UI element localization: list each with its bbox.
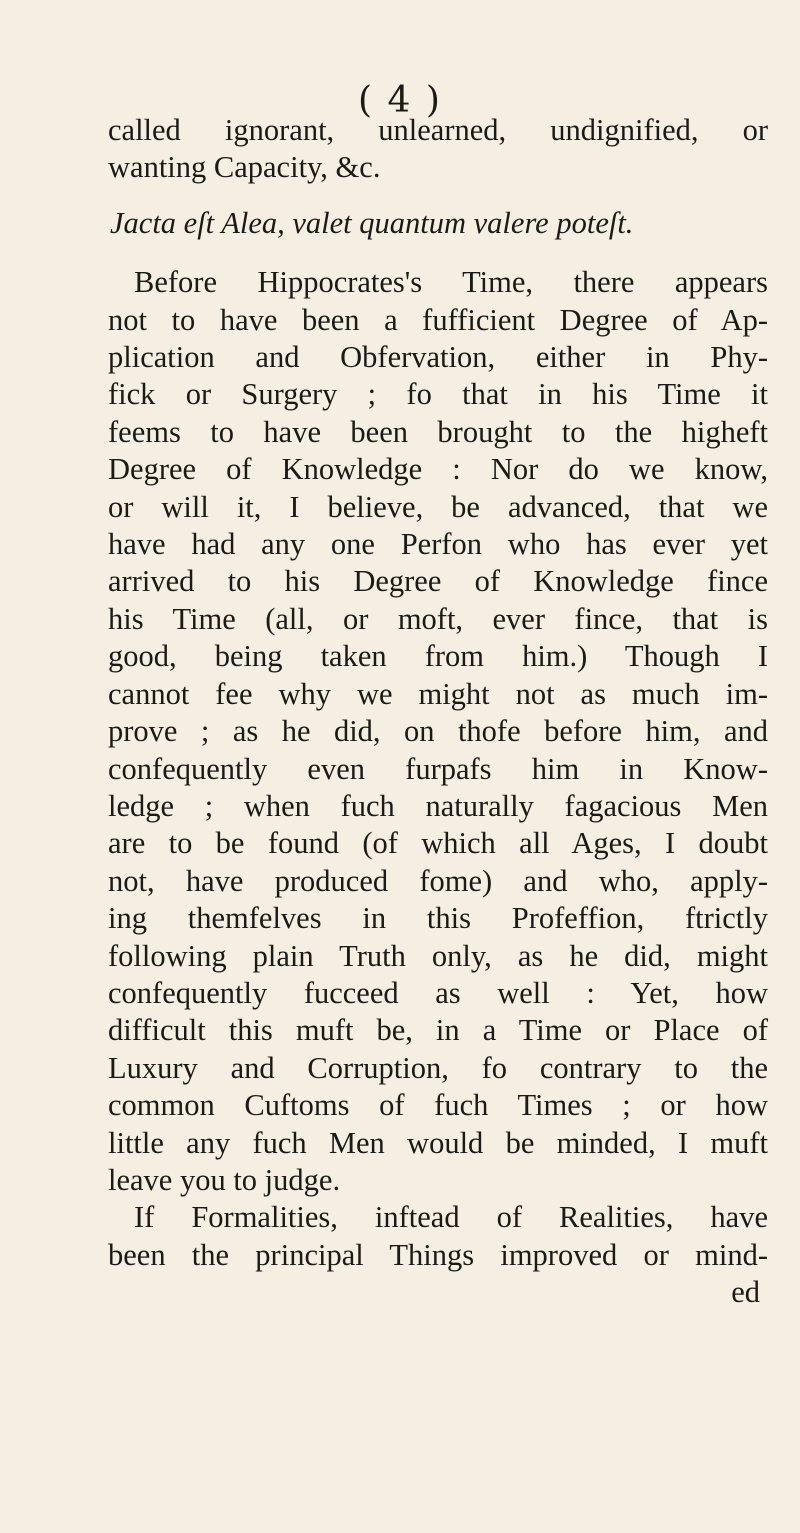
text-line: cannot fee why we might not as much im-: [108, 676, 768, 711]
text-line: wanting Capacity, &c.: [108, 150, 381, 185]
text-line: Luxury and Corruption, fo contrary to the: [108, 1050, 768, 1085]
text-line: Degree of Knowledge : Nor do we know,: [108, 452, 768, 487]
paragraph-2: [108, 1199, 768, 1274]
text-line: are to be found (of which all Ages, I doubt: [108, 826, 768, 861]
text-line: arrived to his Degree of Knowledge fince: [108, 564, 768, 599]
text-line: prove ; as he did, on thofe before him, and: [108, 714, 768, 749]
text-line: ing themfelves in this Profeffion, ftrictly: [108, 901, 768, 936]
text-line: or will it, I believe, be advanced, that we: [108, 489, 768, 524]
text-line: following plain Truth only, as he did, might: [108, 938, 768, 973]
text-line: little any fuch Men would be minded, I muft: [108, 1125, 768, 1160]
text-line: good, being taken from him.) Though I: [108, 639, 768, 674]
text-line: common Cuftoms of fuch Times ; or how: [108, 1088, 768, 1123]
text-line: ledge ; when fuch naturally fagacious Men: [108, 788, 768, 823]
text-line: leave you to judge.: [108, 1162, 341, 1197]
catchword: ed: [731, 1275, 760, 1310]
text-line: his Time (all, or moft, ever fince, that is: [108, 601, 768, 636]
text-line: not, have produced fome) and who, apply-: [108, 863, 768, 898]
text-line: If Formalities, inftead of Realities, have: [134, 1200, 768, 1235]
text-line: have had any one Perfon who has ever yet: [108, 527, 768, 562]
text-line: been the principal Things improved or mind-: [108, 1237, 768, 1272]
text-line: difficult this muft be, in a Time or Place of: [108, 1013, 768, 1048]
text-line: confequently even furpafs him in Know-: [108, 751, 768, 786]
text-line: feems to have been brought to the higheft: [108, 414, 768, 449]
text-line: Before Hippocrates's Time, there appears: [134, 265, 768, 300]
paragraph-1: [108, 264, 768, 1199]
text-line: not to have been a fufficient Degree of Ap-: [108, 302, 768, 337]
latin-motto: Jacta eſt Alea, valet quantum valere poteſt.: [110, 205, 634, 240]
text-block: [108, 112, 768, 1312]
text-line: fick or Surgery ; fo that in his Time it: [108, 377, 768, 412]
page-number: ( 4 ): [358, 80, 442, 121]
text-line: confequently fucceed as well : Yet, how: [108, 975, 768, 1010]
text-line: called ignorant, unlearned, undignified, or: [108, 113, 768, 147]
text-line: plication and Obfervation, either in Phy-: [108, 340, 768, 375]
